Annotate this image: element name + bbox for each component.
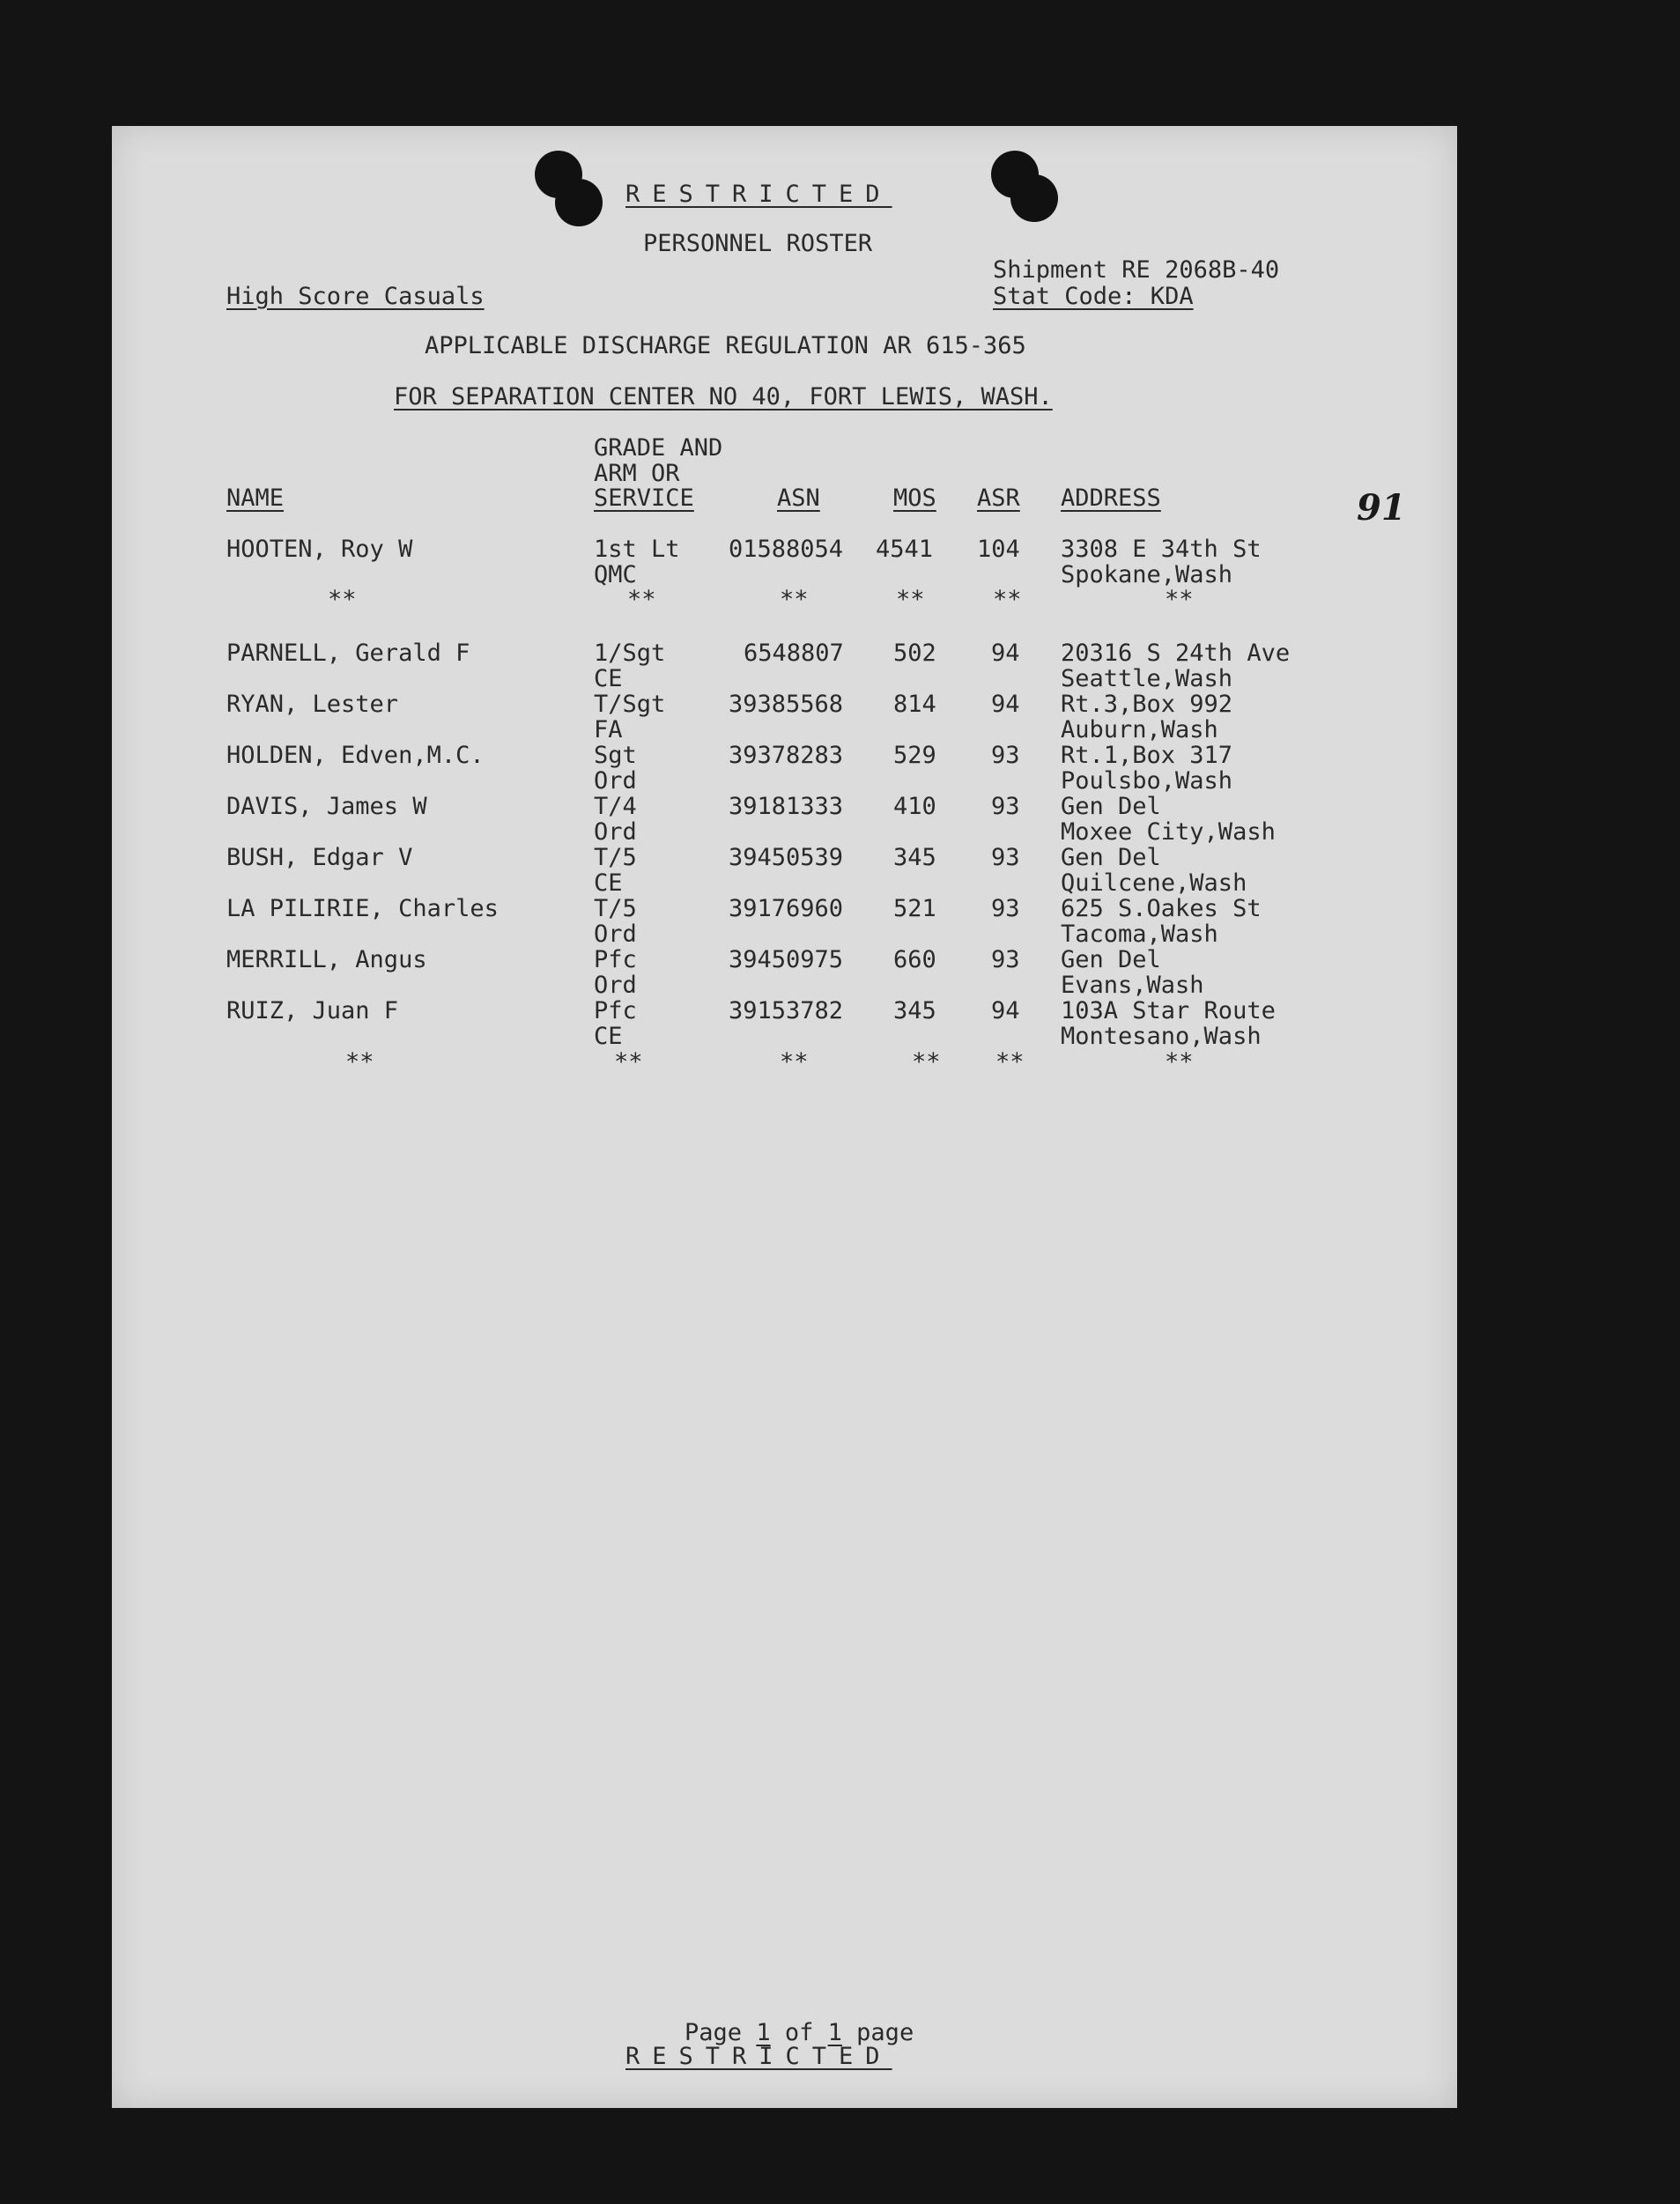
row-arm: CE — [594, 1023, 623, 1050]
shipment-number: Shipment RE 2068B-40 — [993, 256, 1280, 284]
row-address-line2: Seattle,Wash — [1061, 665, 1233, 692]
row-name: HOOTEN, Roy W — [226, 536, 413, 563]
classification-bottom: RESTRICTED — [625, 2043, 892, 2070]
separator-mark: ** — [345, 1048, 374, 1076]
punch-hole-left-b — [555, 179, 603, 226]
row-address-line2: Poulsbo,Wash — [1061, 767, 1233, 795]
row-address-line1: Gen Del — [1061, 946, 1161, 973]
row-asr: 93 — [991, 946, 1020, 973]
row-name: BUSH, Edgar V — [226, 844, 413, 871]
col-asn-header: ASN — [777, 484, 820, 512]
row-asn: 39378283 — [729, 742, 844, 769]
row-address-line1: 3308 E 34th St — [1061, 536, 1262, 563]
row-asr: 93 — [991, 742, 1020, 769]
row-asr: 93 — [991, 793, 1020, 820]
page-suffix: page — [856, 2019, 914, 2046]
row-name: MERRILL, Angus — [226, 946, 427, 973]
row-mos: 529 — [893, 742, 936, 769]
row-asr: 94 — [991, 691, 1020, 718]
row-arm: Ord — [594, 818, 637, 846]
separator-mark: ** — [995, 1048, 1025, 1076]
group-name: High Score Casuals — [226, 283, 485, 310]
row-asr: 94 — [991, 640, 1020, 667]
row-asn: 01588054 — [729, 536, 844, 563]
row-grade: Sgt — [594, 742, 637, 769]
row-mos: 4541 — [876, 536, 934, 563]
row-asn: 6548807 — [744, 640, 844, 667]
row-address-line2: Spokane,Wash — [1061, 561, 1233, 588]
row-grade: T/4 — [594, 793, 637, 820]
separator-mark: ** — [912, 1048, 941, 1076]
row-mos: 660 — [893, 946, 936, 973]
punch-hole-right-b — [1010, 174, 1058, 222]
separator-mark: ** — [993, 586, 1022, 613]
row-asn: 39385568 — [729, 691, 844, 718]
row-asr: 93 — [991, 895, 1020, 922]
row-arm: CE — [594, 665, 623, 692]
separator-mark: ** — [780, 586, 809, 613]
row-grade: T/5 — [594, 844, 637, 871]
row-address-line2: Montesano,Wash — [1061, 1023, 1262, 1050]
row-name: DAVIS, James W — [226, 793, 427, 820]
row-address-line2: Quilcene,Wash — [1061, 869, 1247, 897]
row-grade: Pfc — [594, 946, 637, 973]
page-word: Page — [685, 2019, 743, 2046]
separator-mark: ** — [896, 586, 925, 613]
col-grade-line1: GRADE AND — [594, 434, 723, 462]
row-address-line2: Auburn,Wash — [1061, 716, 1218, 743]
discharge-regulation: APPLICABLE DISCHARGE REGULATION AR 615-365 — [425, 332, 1026, 359]
row-grade: T/5 — [594, 895, 637, 922]
row-arm: Ord — [594, 972, 637, 999]
col-grade-line2: ARM OR — [594, 460, 680, 487]
row-name: HOLDEN, Edven,M.C. — [226, 742, 485, 769]
stat-code: Stat Code: KDA — [993, 283, 1194, 310]
row-mos: 345 — [893, 844, 936, 871]
row-mos: 502 — [893, 640, 936, 667]
col-mos-header: MOS — [893, 484, 936, 512]
row-arm: Ord — [594, 921, 637, 948]
row-name: LA PILIRIE, Charles — [226, 895, 499, 922]
row-asn: 39176960 — [729, 895, 844, 922]
row-mos: 410 — [893, 793, 936, 820]
row-mos: 345 — [893, 997, 936, 1024]
row-address-line1: 103A Star Route — [1061, 997, 1276, 1024]
row-asr: 94 — [991, 997, 1020, 1024]
separator-mark: ** — [627, 586, 656, 613]
row-grade: T/Sgt — [594, 691, 666, 718]
row-arm: CE — [594, 869, 623, 897]
separator-mark: ** — [1165, 586, 1194, 613]
row-mos: 814 — [893, 691, 936, 718]
row-asn: 39181333 — [729, 793, 844, 820]
row-asn: 39450539 — [729, 844, 844, 871]
row-grade: Pfc — [594, 997, 637, 1024]
separation-center: FOR SEPARATION CENTER NO 40, FORT LEWIS, WASH. — [394, 383, 1053, 410]
of-word: of — [784, 2019, 814, 2046]
row-address-line1: Gen Del — [1061, 793, 1161, 820]
separator-mark: ** — [1165, 1048, 1194, 1076]
row-grade: 1/Sgt — [594, 640, 666, 667]
row-name: PARNELL, Gerald F — [226, 640, 470, 667]
row-address-line1: Gen Del — [1061, 844, 1161, 871]
row-address-line2: Evans,Wash — [1061, 972, 1204, 999]
col-name-header: NAME — [226, 484, 285, 512]
row-arm: Ord — [594, 767, 637, 795]
page-current: 1 — [756, 2019, 771, 2046]
row-address-line1: Rt.3,Box 992 — [1061, 691, 1233, 718]
row-arm: FA — [594, 716, 623, 743]
row-asr: 93 — [991, 844, 1020, 871]
col-grade-line3: SERVICE — [594, 484, 694, 512]
row-asr: 104 — [977, 536, 1020, 563]
row-address-line1: Rt.1,Box 317 — [1061, 742, 1233, 769]
classification-top: RESTRICTED — [625, 181, 892, 208]
col-asr-header: ASR — [977, 484, 1020, 512]
row-mos: 521 — [893, 895, 936, 922]
row-grade: 1st Lt — [594, 536, 680, 563]
row-asn: 39153782 — [729, 997, 844, 1024]
separator-mark: ** — [328, 586, 357, 613]
row-address-line2: Tacoma,Wash — [1061, 921, 1218, 948]
separator-mark: ** — [614, 1048, 643, 1076]
row-name: RYAN, Lester — [226, 691, 399, 718]
row-address-line1: 625 S.Oakes St — [1061, 895, 1262, 922]
page-total: 1 — [827, 2019, 842, 2046]
row-address-line1: 20316 S 24th Ave — [1061, 640, 1291, 667]
row-address-line2: Moxee City,Wash — [1061, 818, 1276, 846]
handwritten-page-number: 91 — [1357, 487, 1406, 529]
roster-title: PERSONNEL ROSTER — [643, 230, 873, 257]
document-page — [112, 126, 1457, 2108]
row-asn: 39450975 — [729, 946, 844, 973]
separator-mark: ** — [780, 1048, 809, 1076]
row-arm: QMC — [594, 561, 637, 588]
row-name: RUIZ, Juan F — [226, 997, 399, 1024]
col-address-header: ADDRESS — [1061, 484, 1161, 512]
